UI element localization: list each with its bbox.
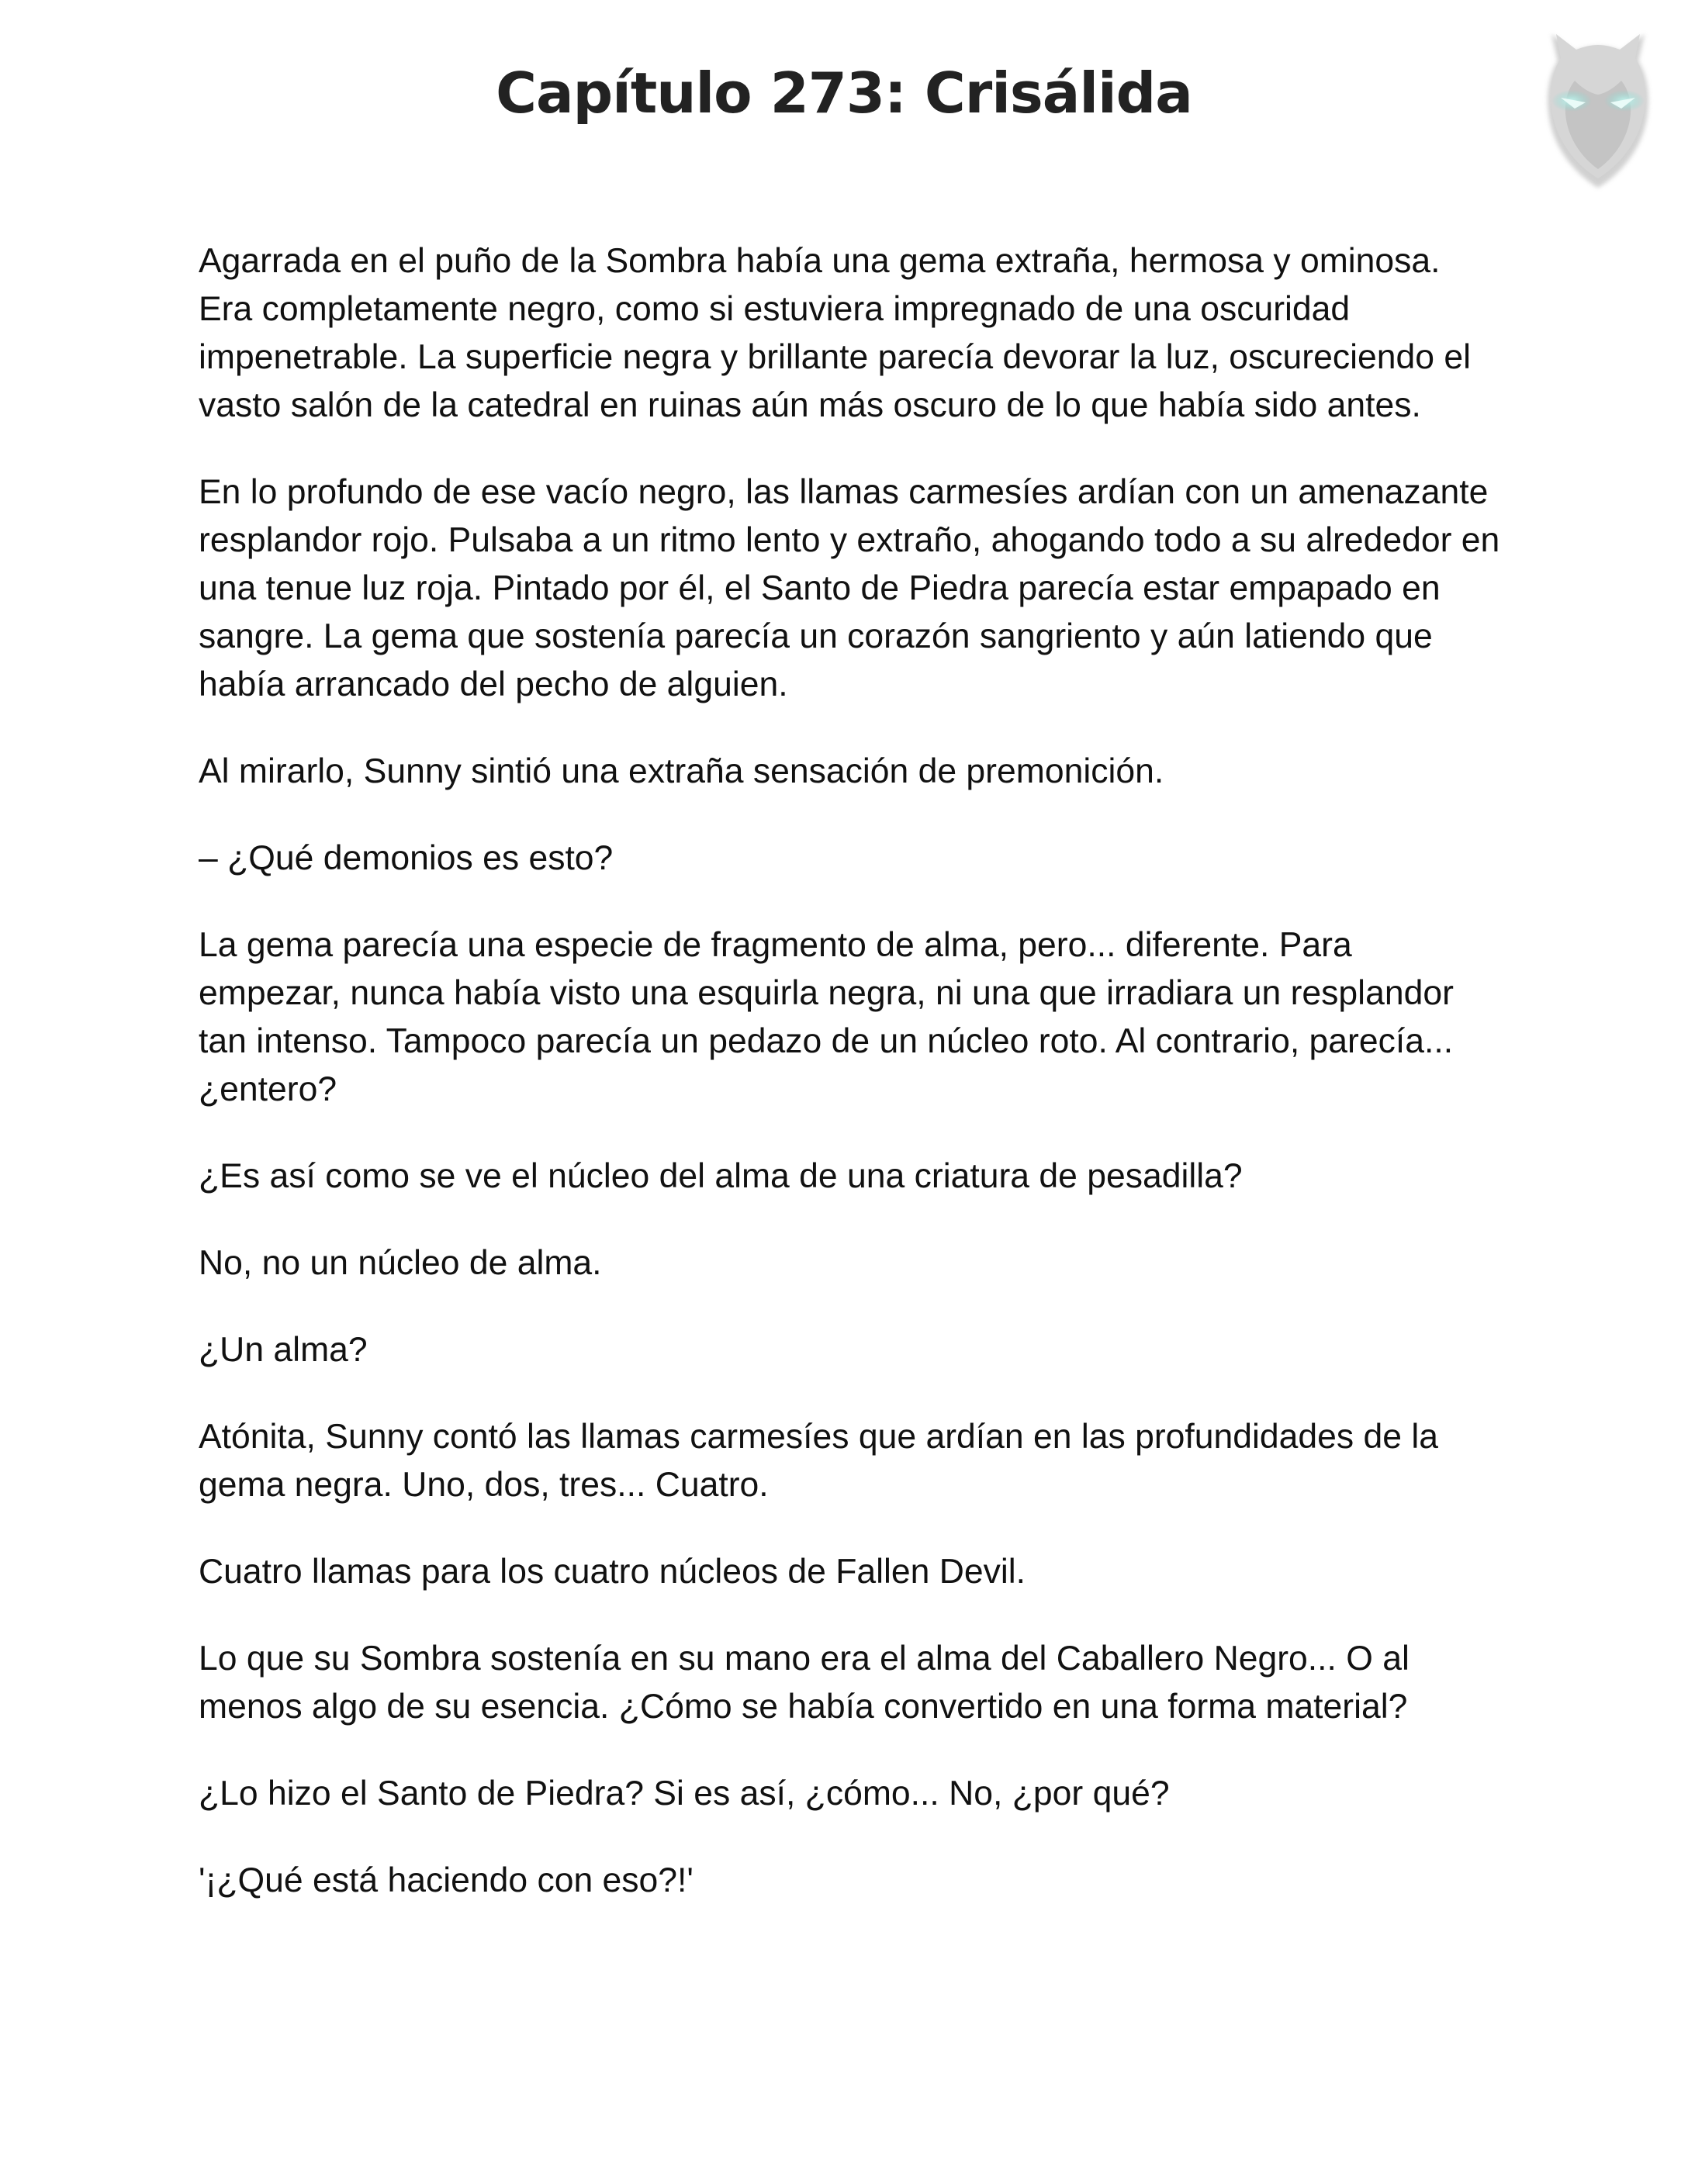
paragraph: Cuatro llamas para los cuatro núcleos de Fallen Devil. — [199, 1553, 1026, 1591]
horned-demon-head-icon — [1520, 14, 1676, 192]
paragraph: Atónita, Sunny contó las llamas carmesíes que ardían en las profundidades de la gema negra. Uno, dos, tres... Cuatro. — [199, 1418, 1439, 1504]
paragraph: ¿Lo hizo el Santo de Piedra? Si es así, ¿cómo... No, ¿por qué? — [199, 1774, 1170, 1813]
chapter-body — [199, 237, 1502, 1944]
paragraph: La gema parecía una especie de fragmento de alma, pero... diferente. Para empezar, nunca había visto una esquirla negra, ni una que irradiara un resplandor tan intenso. Tampoco parecía un pedazo de un núcleo roto. Al contrario, parecía... ¿entero? — [199, 926, 1454, 1108]
paragraph: En lo profundo de ese vacío negro, las llamas carmesíes ardían con un amenazante resplandor rojo. Pulsaba a un ritmo lento y extraño, ahogando todo a su alrededor en una tenue luz roja. Pintado por él, el Santo de Piedra parecía estar empapado en sangre. La gema que sostenía parecía un corazón sangriento y aún latiendo que había arrancado del pecho de alguien. — [199, 473, 1500, 703]
paragraph: No, no un núcleo de alma. — [199, 1244, 602, 1282]
paragraph: Agarrada en el puño de la Sombra había una gema extraña, hermosa y ominosa. Era completamente negro, como si estuviera impregnado de una oscuridad impenetrable. La superficie negra y brillante parecía devorar la luz, oscureciendo el vasto salón de la catedral en ruinas aún más oscuro de lo que había sido antes. — [199, 242, 1472, 424]
paragraph: Lo que su Sombra sostenía en su mano era el alma del Caballero Negro... O al menos algo de su esencia. ¿Cómo se había convertido en una forma material? — [199, 1640, 1410, 1726]
chapter-title: Capítulo 273: Crisálida — [496, 60, 1192, 126]
paragraph: ¿Es así como se ve el núcleo del alma de una criatura de pesadilla? — [199, 1157, 1243, 1195]
paragraph: ¿Un alma? — [199, 1331, 368, 1369]
paragraph: – ¿Qué demonios es esto? — [199, 839, 614, 877]
paragraph: Al mirarlo, Sunny sintió una extraña sensación de premonición. — [199, 752, 1164, 790]
paragraph: '¡¿Qué está haciendo con eso?!' — [199, 1861, 694, 1899]
